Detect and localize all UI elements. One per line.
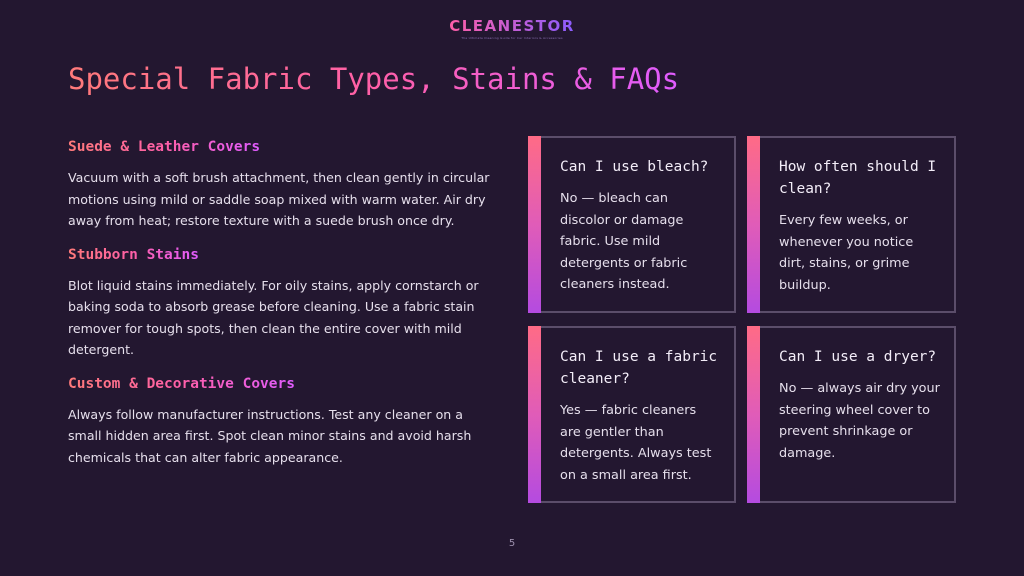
faq-question: Can I use a fabric cleaner? (560, 349, 718, 387)
page-title: Special Fabric Types, Stains & FAQs (68, 62, 680, 96)
faq-answer: No — bleach can discolor or damage fabric. Use mild detergents or fabric cleaners instead. (560, 191, 688, 292)
faq-answer: Yes — fabric cleaners are gentler than detergents. Always test on a small area first. (560, 403, 712, 483)
page-number: 5 (508, 538, 516, 549)
section-heading: Custom & Decorative Covers (68, 375, 295, 392)
section-heading: Suede & Leather Covers (68, 139, 261, 155)
fabric-sections (68, 136, 498, 480)
faq-answer: Every few weeks, or whenever you notice dirt, stains, or grime buildup. (779, 213, 914, 293)
faq-card-bleach (528, 136, 736, 313)
logo-tagline: The Ultimate Cleaning Guide for Car Interiors & Accessories (461, 36, 563, 40)
faq-question: Can I use bleach? (560, 159, 709, 175)
section-suede-leather (68, 136, 498, 232)
faq-card-fabric-cleaner (528, 326, 736, 503)
faq-question: How often should I clean? (779, 159, 937, 197)
section-body: Always follow manufacturer instructions. Test any cleaner on a small hidden area first. Spot clean minor stains and avoid harsh chemicals that can alter fabric appearance. (68, 406, 472, 465)
brand-logo (0, 16, 1024, 40)
section-body: Blot liquid stains immediately. For oily stains, apply cornstarch or baking soda to absorb grease before cleaning. Use a fabric stain remover for tough spots, then clean the entire cover with mild detergent. (68, 277, 479, 357)
section-heading: Stubborn Stains (68, 246, 199, 263)
faq-card-dryer (747, 326, 956, 503)
section-stubborn-stains (68, 244, 498, 361)
logo-wordmark: CLEANESTOR (449, 17, 575, 35)
section-body: Vacuum with a soft brush attachment, then clean gently in circular motions using mild or saddle soap mixed with warm water. Air dry away from heat; restore texture with a suede brush once dry. (68, 170, 490, 228)
faq-card-frequency (747, 136, 956, 313)
faq-question: Can I use a dryer? (779, 349, 937, 365)
section-custom-decorative (68, 373, 498, 469)
faq-answer: No — always air dry your steering wheel cover to prevent shrinkage or damage. (779, 381, 940, 461)
